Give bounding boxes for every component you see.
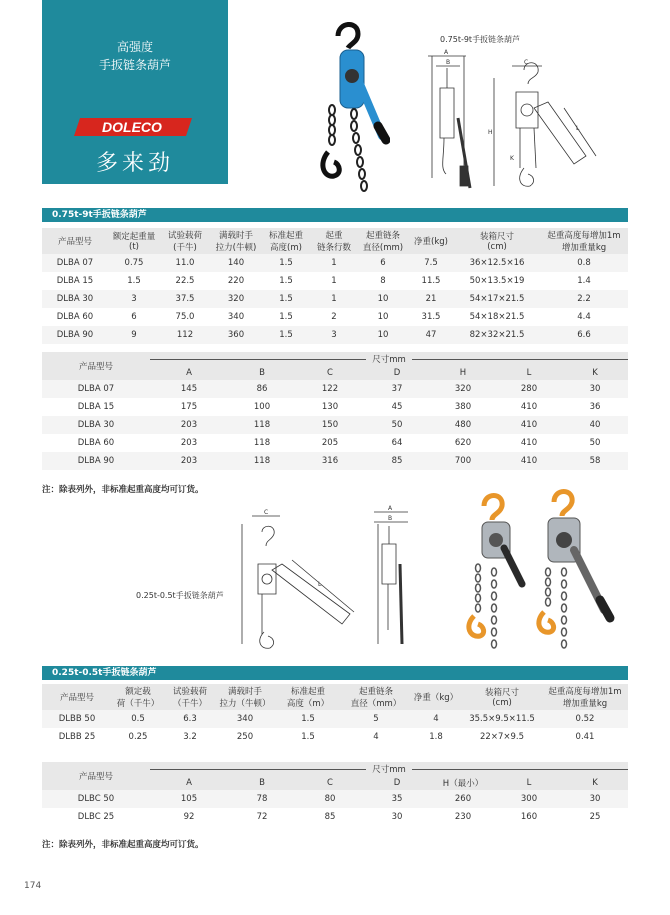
top-technical-diagram [424, 48, 624, 198]
table-row: DLBA 30 3 37.5 320 1.5 1 10 21 54×17×21.5 2.2 [42, 290, 628, 308]
svg-text:K: K [510, 155, 514, 162]
header2-pack-size: 装箱尺寸 (cm) [462, 684, 542, 710]
header-rated-load: 额定起重量 (t) [108, 228, 160, 254]
header2-chain-dia: 起重链条 直径（mm） [342, 684, 410, 710]
header-pack-size: 装箱尺寸 (cm) [454, 228, 540, 254]
dims2-col-k: K [562, 776, 628, 790]
header2-hand-force: 满载时手 拉力（牛顿） [216, 684, 274, 710]
dims1-model-header: 产品型号 [42, 352, 150, 380]
table-row: DLBC 50 105 78 80 35 260 300 30 [42, 790, 628, 808]
dims2-col-h: H（最小） [430, 776, 496, 790]
dims1-col-a: A [150, 366, 228, 380]
dims1-col-b: B [228, 366, 296, 380]
header-title-line1: 高强度 [116, 40, 153, 54]
section1-spec-table [42, 228, 628, 344]
header-title-line2: 手扳链条葫芦 [98, 58, 171, 72]
bottom-diagram-caption: 0.25t-0.5t手扳链条葫芦 [136, 591, 224, 600]
dims1-table [42, 352, 628, 470]
note1: 注：除表列外，非标准起重高度均可订货。 [42, 485, 204, 495]
svg-text:C: C [524, 59, 529, 66]
brand-logo-text: DOLECO [102, 119, 162, 135]
table-row: DLBA 90 203 118 316 85 700 410 58 [42, 452, 628, 470]
section1-header-row [42, 228, 628, 254]
dims1-col-k: K [562, 366, 628, 380]
note2: 注：除表列外，非标准起重高度均可订货。 [42, 840, 204, 850]
header-title [42, 38, 228, 74]
table-row: DLBA 60 6 75.0 340 1.5 2 10 31.5 54×18×21.5 4.4 [42, 308, 628, 326]
header2-test-load: 试验载荷 （千牛） [164, 684, 216, 710]
dims2-table [42, 762, 628, 826]
svg-text:A: A [444, 49, 449, 56]
header2-rated-load: 额定载 荷（千牛） [112, 684, 164, 710]
header2-lift-height: 标准起重 高度（m） [274, 684, 342, 710]
svg-text:H: H [488, 129, 493, 136]
dims2-model-header: 产品型号 [42, 762, 150, 790]
dims1-unit-header: 尺寸mm [150, 352, 628, 366]
top-diagram-caption: 0.75t-9t手扳链条葫芦 [440, 35, 521, 44]
svg-text:A: A [388, 505, 393, 512]
header2-model: 产品型号 [42, 684, 112, 710]
svg-text:L: L [318, 581, 322, 588]
section2-spec-table [42, 684, 628, 746]
table-row: DLBA 90 9 112 360 1.5 3 10 47 82×32×21.5 6.6 [42, 326, 628, 344]
table-row: DLBA 30 203 118 150 50 480 410 40 [42, 416, 628, 434]
header-banner [42, 0, 228, 184]
page-number: 174 [24, 881, 42, 891]
table-row: DLBB 25 0.25 3.2 250 1.5 4 1.8 22×7×9.5 0.41 [42, 728, 628, 746]
table-row: DLBA 07 145 86 122 37 320 280 30 [42, 380, 628, 398]
header-lift-height: 标准起重 高度(m) [262, 228, 310, 254]
section2-title-bar: 0.25t-0.5t手扳链条葫芦 [42, 666, 628, 680]
doleco-logo [74, 116, 194, 138]
header2-extra-weight: 起重高度每增加1m 增加重量kg [542, 684, 628, 710]
dims2-unit-header: 尺寸mm [150, 762, 628, 776]
header-hand-force: 满载时手 拉力(牛顿) [210, 228, 262, 254]
dims2-col-a: A [150, 776, 228, 790]
svg-text:C: C [264, 509, 269, 516]
table-row: DLBA 15 175 100 130 45 380 410 36 [42, 398, 628, 416]
orange-hoist-photos [460, 488, 620, 662]
dims2-col-l: L [496, 776, 562, 790]
svg-text:B: B [446, 59, 451, 66]
dims2-col-b: B [228, 776, 296, 790]
dims1-col-l: L [496, 366, 562, 380]
header2-net-weight: 净重（kg） [410, 684, 462, 710]
dims2-col-c: C [296, 776, 364, 790]
header-model: 产品型号 [42, 228, 108, 254]
section1-title-bar: 0.75t-9t手扳链条葫芦 [42, 208, 628, 222]
table-row: DLBA 15 1.5 22.5 220 1.5 1 8 11.5 50×13.5×19 1.4 [42, 272, 628, 290]
dims1-col-c: C [296, 366, 364, 380]
svg-text:B: B [388, 515, 393, 522]
table-row: DLBA 07 0.75 11.0 140 1.5 1 6 7.5 36×12.5×16 0.8 [42, 254, 628, 272]
dims1-col-d: D [364, 366, 430, 380]
header-chain-falls: 起重 链条行数 [310, 228, 358, 254]
bottom-technical-diagram [232, 504, 422, 654]
dims1-col-h: H [430, 366, 496, 380]
svg-text:L: L [576, 125, 580, 132]
header-chain-dia: 起重链条 直径(mm) [358, 228, 408, 254]
header-extra-weight: 起重高度每增加1m 增加重量kg [540, 228, 628, 254]
table-row: DLBC 25 92 72 85 30 230 160 25 [42, 808, 628, 826]
section2-header-row [42, 684, 628, 710]
brand-chinese-name: 多来劲 [95, 151, 174, 176]
table-row: DLBB 50 0.5 6.3 340 1.5 5 4 35.5×9.5×11.5 0.52 [42, 710, 628, 728]
dims2-col-d: D [364, 776, 430, 790]
header-test-load: 试验载荷 (千牛) [160, 228, 210, 254]
blue-hoist-photo [310, 14, 390, 194]
table-row: DLBA 60 203 118 205 64 620 410 50 [42, 434, 628, 452]
header-net-weight: 净重(kg) [408, 228, 454, 254]
